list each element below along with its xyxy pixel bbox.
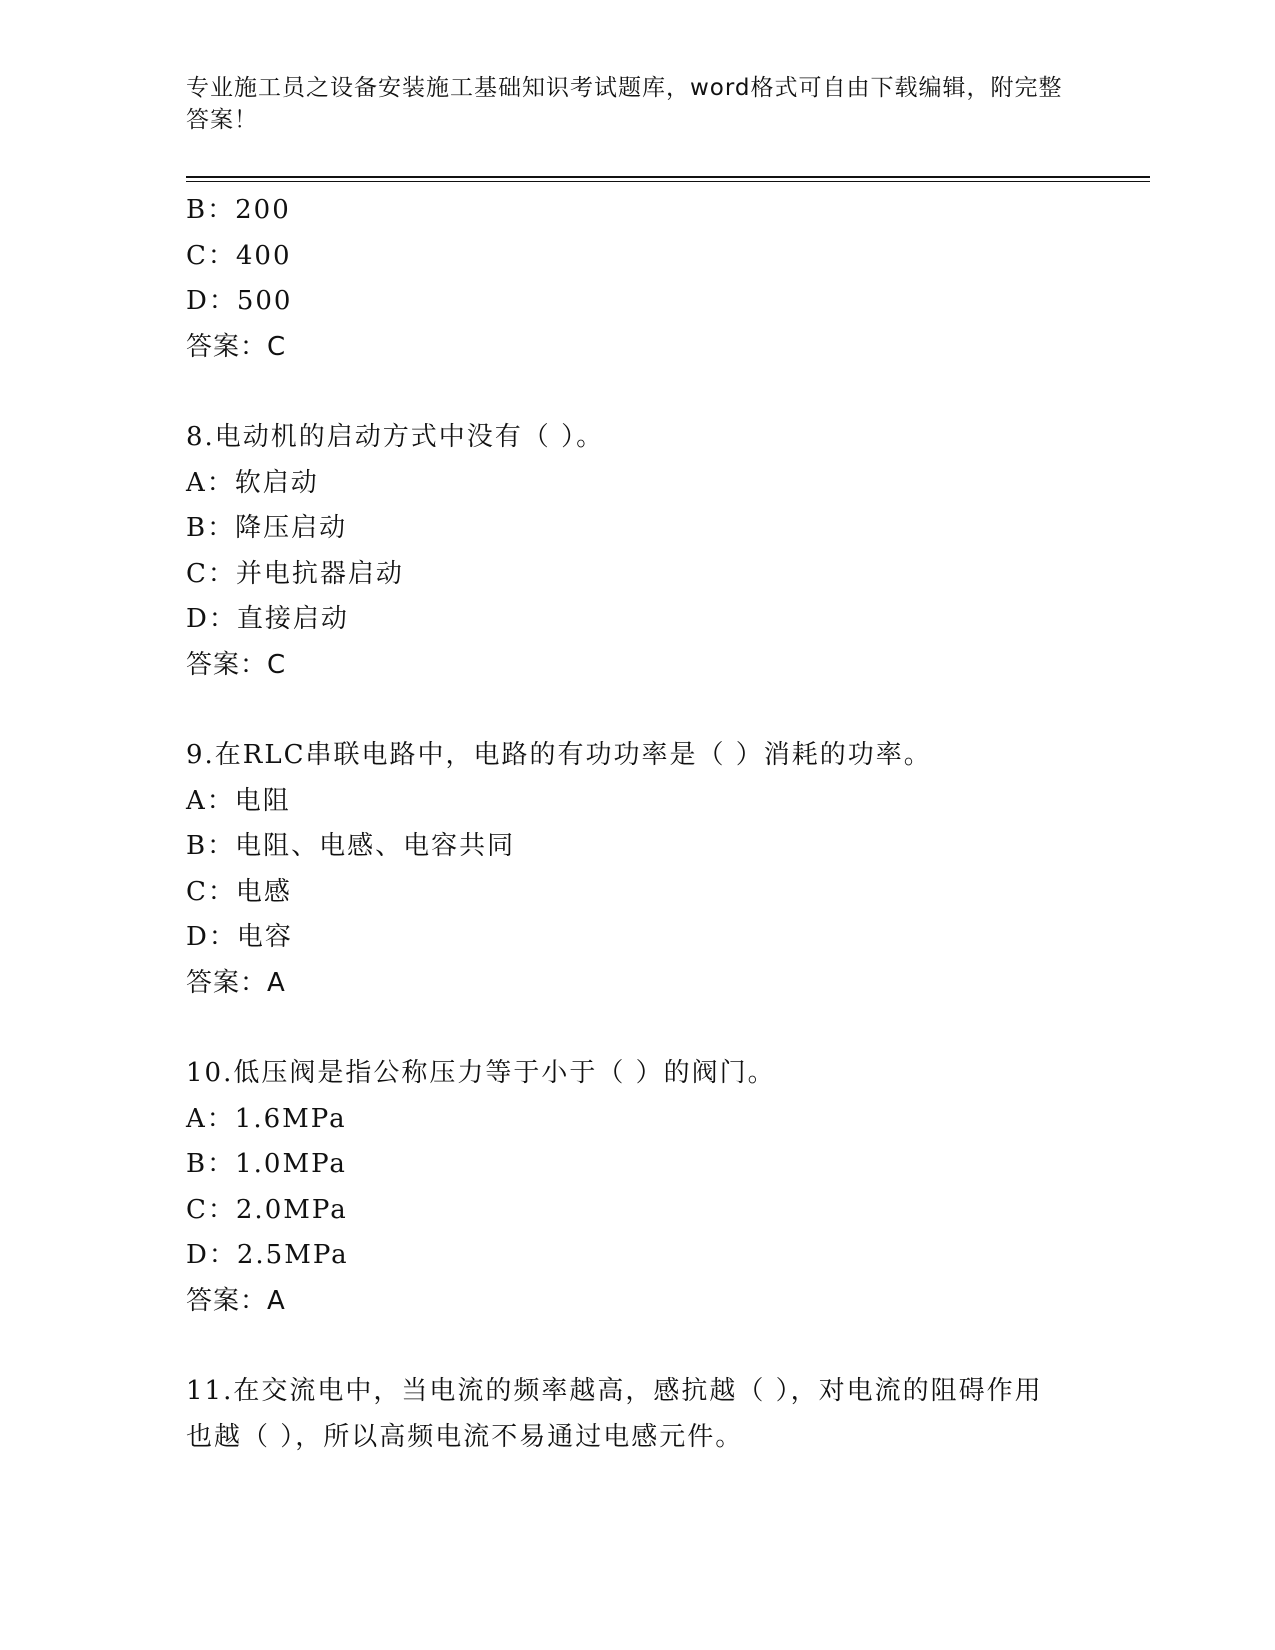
spacer [186, 1006, 1086, 1051]
document-header: 专业施工员之设备安装施工基础知识考试题库，word格式可自由下载编辑，附完整答案！ [186, 75, 1063, 133]
question-8 [186, 415, 1086, 688]
option-d: D：500 [186, 286, 293, 316]
option-b: B：电阻、电感、电容共同 [186, 831, 516, 861]
option-a: A：1.6MPa [186, 1103, 347, 1134]
option-c: C：400 [186, 240, 292, 271]
option-d: D：直接启动 [186, 604, 349, 634]
option-b: B：1.0MPa [186, 1149, 347, 1179]
option-b: B：200 [186, 195, 291, 225]
spacer [186, 1324, 1086, 1369]
spacer [186, 688, 1086, 733]
question-11 [186, 1369, 1086, 1460]
question-stem: 10.低压阀是指公称压力等于小于（ ）的阀门。 [186, 1058, 776, 1088]
option-c: C：电感 [186, 876, 292, 907]
spacer [186, 370, 1086, 415]
question-stem: 9.在RLC串联电路中，电路的有功功率是（ ）消耗的功率。 [186, 740, 932, 770]
option-d: D：电容 [186, 922, 293, 952]
header-rule-thick [186, 176, 1150, 178]
answer: 答案：C [186, 331, 287, 362]
option-b: B：降压启动 [186, 513, 348, 543]
answer: 答案：A [186, 967, 286, 998]
option-a: A：电阻 [186, 785, 291, 816]
question-list [186, 188, 1086, 1460]
question-stem: 8.电动机的启动方式中没有（ ）。 [186, 422, 605, 452]
question-7-continued [186, 188, 1086, 370]
question-9 [186, 733, 1086, 1006]
question-stem: 11.在交流电中，当电流的频率越高，感抗越（ ），对电流的阻碍作用也越（ ），所以高频电流不易通过电感元件。 [186, 1376, 1043, 1452]
header-rule-thin [186, 181, 1150, 182]
question-10 [186, 1051, 1086, 1324]
option-c: C：并电抗器启动 [186, 558, 404, 589]
answer: 答案：C [186, 649, 287, 680]
answer: 答案：A [186, 1285, 286, 1316]
option-a: A：软启动 [186, 467, 319, 498]
option-d: D：2.5MPa [186, 1240, 349, 1270]
option-c: C：2.0MPa [186, 1194, 348, 1225]
